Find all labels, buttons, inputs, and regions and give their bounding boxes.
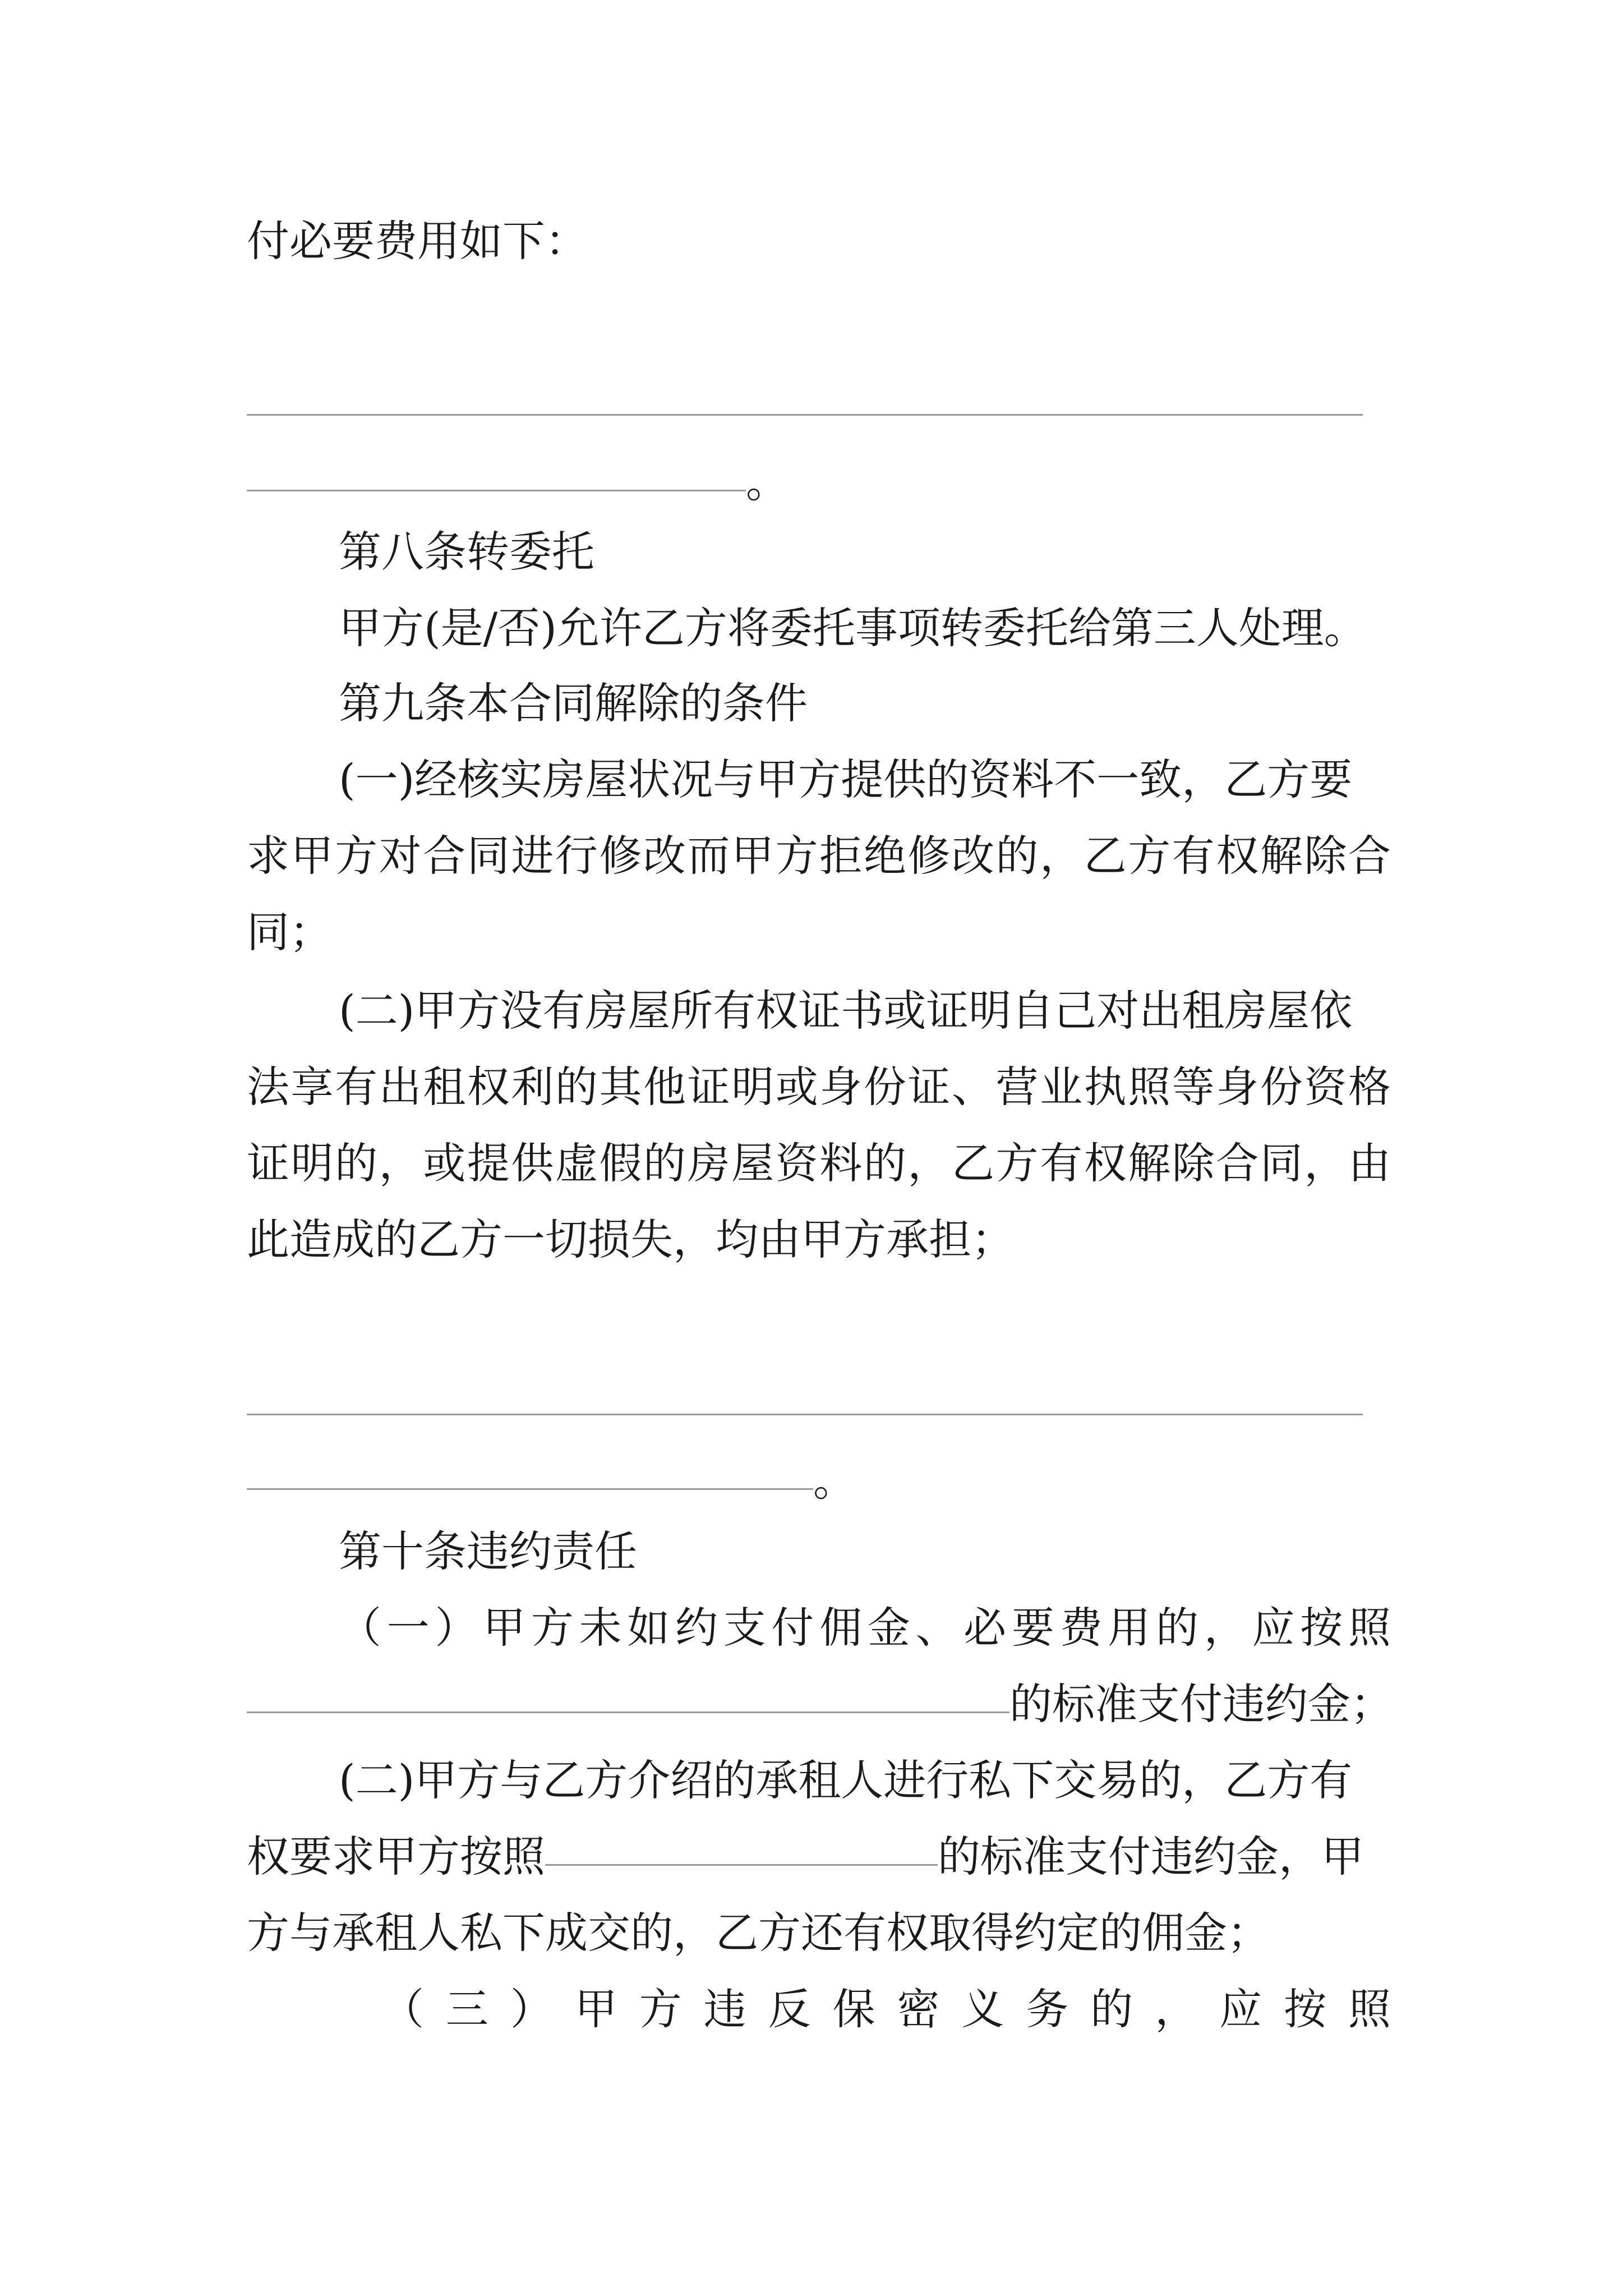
- fill-in-blank-line-with-period: [247, 454, 789, 510]
- paragraph-line: 证明的，或提供虚假的房屋资料的，乙方有权解除合同，由: [247, 1138, 1391, 1188]
- article-heading: 第九条本合同解除的条件: [339, 678, 808, 728]
- paragraph-line: (二)甲方与乙方介绍的承租人进行私下交易的，乙方有: [339, 1755, 1353, 1805]
- fill-in-blank-line-with-text: [247, 1829, 1364, 1885]
- paragraph-line: 法享有出租权利的其他证明或身份证、营业执照等身份资格: [247, 1062, 1391, 1112]
- paragraph-text: 的标准支付违约金，甲: [938, 1832, 1364, 1881]
- paragraph-line: 付必要费用如下：: [247, 216, 588, 266]
- paragraph-line: 同；: [247, 907, 332, 957]
- paragraph-text: 权要求甲方按照: [247, 1832, 545, 1881]
- paragraph-line: 方与承租人私下成交的，乙方还有权取得约定的佣金；: [247, 1908, 1270, 1958]
- paragraph-line: （一）甲方未如约支付佣金、必要费用的，应按照: [339, 1603, 1391, 1653]
- fill-in-blank: [247, 489, 746, 491]
- paragraph-line: 甲方(是/否)允许乙方将委托事项转委托给第三人处理。: [339, 603, 1367, 653]
- article-heading: 第八条转委托: [339, 527, 594, 577]
- paragraph-line: 此造成的乙方一切损失，均由甲方承担；: [247, 1214, 1014, 1264]
- fill-in-blank: [247, 1488, 813, 1490]
- fill-in-blank-line: [247, 1414, 1363, 1415]
- fill-in-blank-line: [247, 414, 1363, 416]
- fill-in-blank: [545, 1864, 938, 1866]
- paragraph-line: 求甲方对合同进行修改而甲方拒绝修改的，乙方有权解除合: [247, 831, 1391, 881]
- fill-in-blank: [247, 1711, 1009, 1713]
- paragraph-line: （三）甲方违反保密义务的，应按照: [381, 1984, 1391, 2034]
- period: 。: [746, 457, 789, 507]
- paragraph-line: (二)甲方没有房屋所有权证书或证明自己对出租房屋依: [339, 986, 1353, 1036]
- fill-in-blank-line-with-period: [247, 1453, 856, 1509]
- paragraph-text: 的标准支付违约金；: [1009, 1679, 1393, 1729]
- fill-in-blank-line-with-text: [247, 1676, 1393, 1732]
- paragraph-line: (一)经核实房屋状况与甲方提供的资料不一致，乙方要: [339, 754, 1353, 804]
- period: 。: [813, 1456, 856, 1506]
- article-heading: 第十条违约责任: [339, 1526, 637, 1576]
